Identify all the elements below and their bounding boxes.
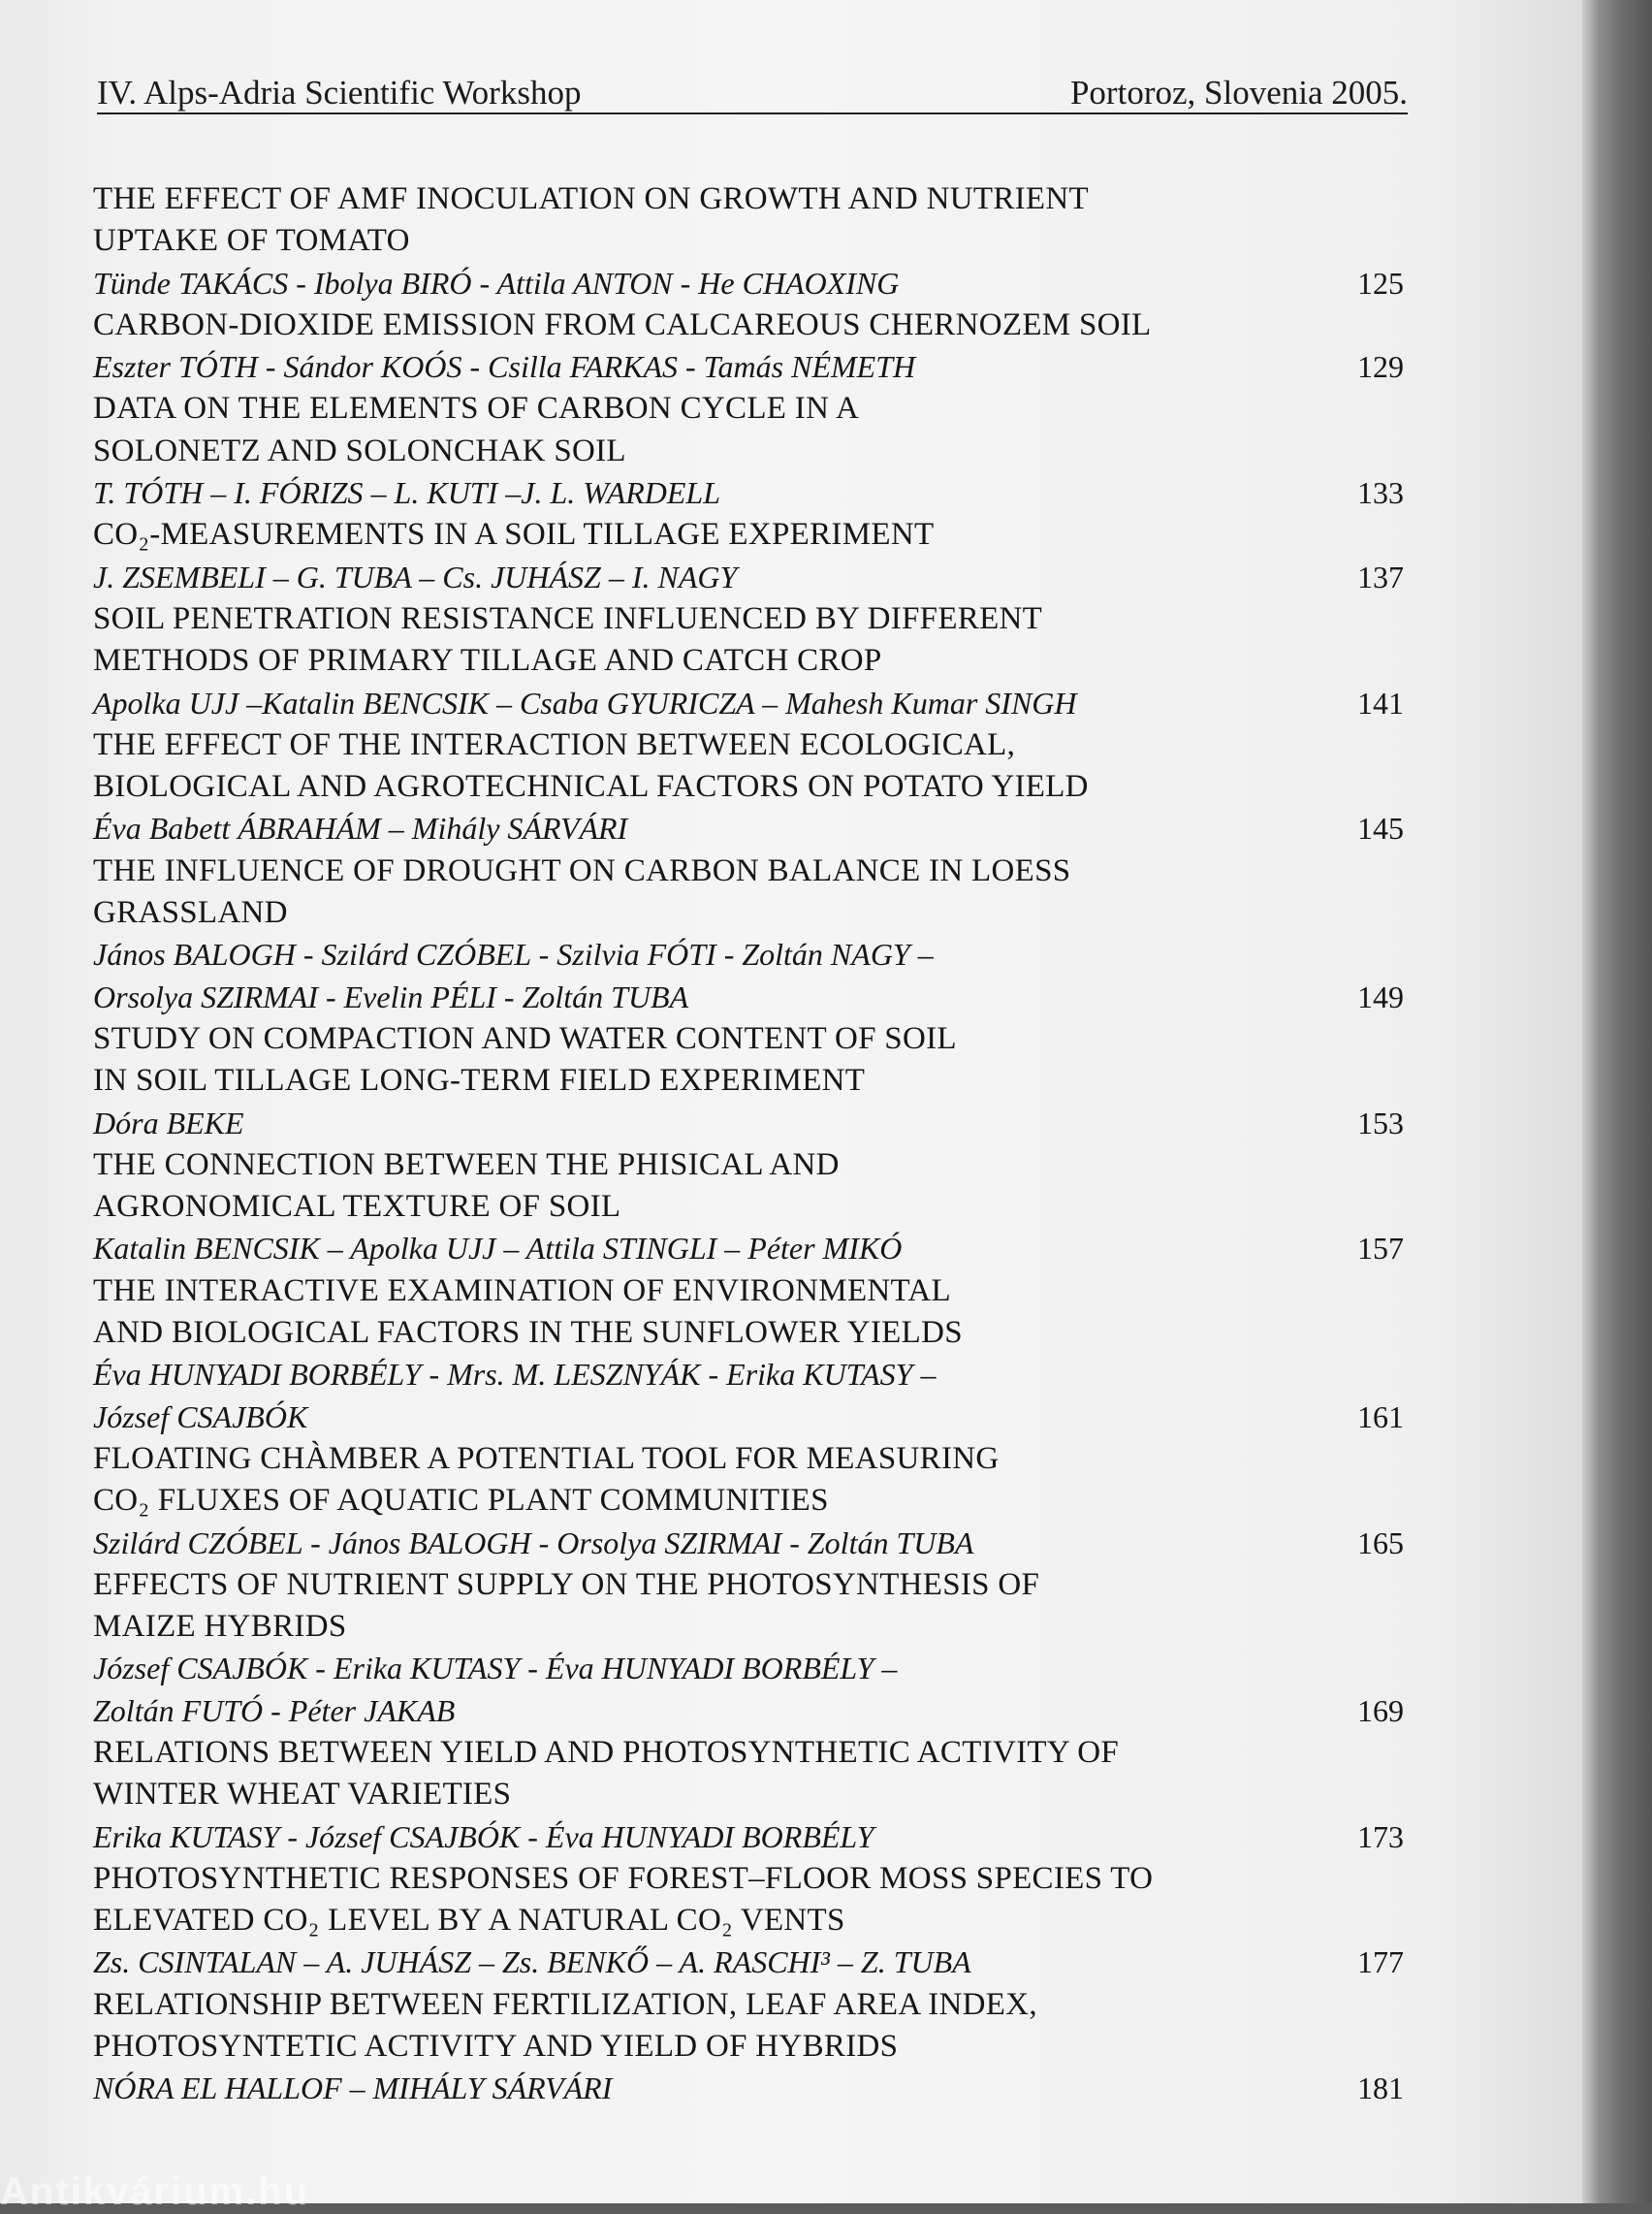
- toc-entry: [93, 178, 1404, 305]
- table-of-contents: [93, 178, 1404, 2110]
- watermark: Antikvárium.hu: [0, 2170, 310, 2213]
- entry-page-number: 173: [1357, 1818, 1404, 1854]
- entry-title: PHOTOSYNTHETIC RESPONSES OF FOREST–FLOOR MOSS SPECIES TO ELEVATED CO₂ LEVEL BY A NATURAL CO₂ VENTS: [93, 1860, 1154, 1939]
- entry-title: THE EFFECT OF AMF INOCULATION ON GROWTH AND NUTRIENT UPTAKE OF TOMATO: [93, 181, 1089, 259]
- header-workshop-title: IV. Alps-Adria Scientific Workshop: [97, 74, 582, 112]
- toc-entry: [93, 1732, 1404, 1858]
- entry-title: FLOATING CHÀMBER A POTENTIAL TOOL FOR MEASURING CO₂ FLUXES OF AQUATIC PLANT COMMUNITIES: [93, 1440, 1000, 1519]
- entry-page-number: 129: [1357, 349, 1404, 385]
- entry-page-number: 177: [1357, 1944, 1404, 1980]
- toc-entry: [93, 514, 1404, 598]
- entry-title: THE EFFECT OF THE INTERACTION BETWEEN ECOLOGICAL, BIOLOGICAL AND AGROTECHNICAL FACTORS ON POTATO YIELD: [93, 726, 1089, 805]
- entry-page-number: 161: [1357, 1398, 1404, 1434]
- entry-authors: József CSAJBÓK - Erika KUTASY - Éva HUNYADI BORBÉLY – Zoltán FUTÓ - Péter JAKAB: [93, 1651, 898, 1728]
- running-header: [97, 70, 1408, 114]
- toc-entry: [93, 1858, 1404, 1984]
- entry-authors: Erika KUTASY - József CSAJBÓK - Éva HUNYADI BORBÉLY: [93, 1818, 874, 1854]
- entry-authors: Tünde TAKÁCS - Ibolya BIRÓ - Attila ANTON - He CHAOXING: [93, 265, 900, 301]
- entry-title: THE INFLUENCE OF DROUGHT ON CARBON BALANCE IN LOESS GRASSLAND: [93, 852, 1071, 931]
- entry-authors: Éva Babett ÁBRAHÁM – Mihály SÁRVÁRI: [93, 811, 628, 847]
- toc-entry: [93, 1270, 1404, 1438]
- toc-entry: [93, 598, 1404, 724]
- entry-page-number: 149: [1357, 979, 1404, 1014]
- entry-title: RELATIONS BETWEEN YIELD AND PHOTOSYNTHETIC ACTIVITY OF WINTER WHEAT VARIETIES: [93, 1734, 1120, 1813]
- entry-page-number: 169: [1357, 1692, 1404, 1728]
- toc-entry: [93, 1018, 1404, 1144]
- entry-title: EFFECTS OF NUTRIENT SUPPLY ON THE PHOTOSYNTHESIS OF MAIZE HYBRIDS: [93, 1566, 1040, 1645]
- entry-title: STUDY ON COMPACTION AND WATER CONTENT OF SOIL IN SOIL TILLAGE LONG-TERM FIELD EXPERIMENT: [93, 1020, 957, 1099]
- toc-entry: [93, 1564, 1404, 1732]
- entry-title: SOIL PENETRATION RESISTANCE INFLUENCED BY DIFFERENT METHODS OF PRIMARY TILLAGE AND CATCH CROP: [93, 600, 1043, 679]
- toc-entry: [93, 1438, 1404, 1564]
- entry-authors: Katalin BENCSIK – Apolka UJJ – Attila STINGLI – Péter MIKÓ: [93, 1231, 903, 1267]
- entry-authors: J. ZSEMBELI – G. TUBA – Cs. JUHÁSZ – I. NAGY: [93, 559, 738, 594]
- entry-title: RELATIONSHIP BETWEEN FERTILIZATION, LEAF AREA INDEX, PHOTOSYNTETIC ACTIVITY AND YIELD OF HYBRIDS: [93, 1986, 1037, 2065]
- entry-authors: Eszter TÓTH - Sándor KOÓS - Csilla FARKAS - Tamás NÉMETH: [93, 349, 916, 385]
- page-edge-shadow: [1582, 0, 1652, 2203]
- entry-title: DATA ON THE ELEMENTS OF CARBON CYCLE IN A SOLONETZ AND SOLONCHAK SOIL: [93, 391, 860, 468]
- entry-authors: NÓRA EL HALLOF – MIHÁLY SÁRVÁRI: [93, 2070, 613, 2106]
- entry-title: THE INTERACTIVE EXAMINATION OF ENVIRONMENTAL AND BIOLOGICAL FACTORS IN THE SUNFLOWER YIELDS: [93, 1272, 963, 1351]
- entry-page-number: 133: [1357, 475, 1404, 511]
- toc-entry: [93, 388, 1404, 514]
- entry-title: THE CONNECTION BETWEEN THE PHISICAL AND AGRONOMICAL TEXTURE OF SOIL: [93, 1146, 840, 1225]
- entry-page-number: 137: [1357, 559, 1404, 594]
- entry-page-number: 165: [1357, 1524, 1404, 1560]
- entry-authors: Dóra BEKE: [93, 1105, 244, 1140]
- header-location-year: Portoroz, Slovenia 2005.: [1069, 74, 1408, 112]
- entry-page-number: 181: [1357, 2070, 1404, 2106]
- entry-authors: János BALOGH - Szilárd CZÓBEL - Szilvia FÓTI - Zoltán NAGY – Orsolya SZIRMAI - Evelin PÉLI - Zoltán TUBA: [93, 937, 934, 1014]
- entry-page-number: 141: [1357, 685, 1404, 721]
- toc-entry: [93, 724, 1404, 850]
- entry-page-number: 125: [1357, 265, 1404, 301]
- entry-page-number: 153: [1357, 1105, 1404, 1140]
- entry-authors: Zs. CSINTALAN – A. JUHÁSZ – Zs. BENKŐ – A. RASCHI³ – Z. TUBA: [93, 1944, 971, 1980]
- entry-page-number: 157: [1357, 1231, 1404, 1267]
- entry-title: CARBON-DIOXIDE EMISSION FROM CALCAREOUS CHERNOZEM SOIL: [93, 306, 1152, 342]
- toc-entry: [93, 305, 1404, 389]
- toc-entry: [93, 1144, 1404, 1270]
- entry-authors: Apolka UJJ –Katalin BENCSIK – Csaba GYURICZA – Mahesh Kumar SINGH: [93, 685, 1077, 721]
- toc-entry: [93, 1984, 1404, 2110]
- entry-page-number: 145: [1357, 811, 1404, 847]
- entry-authors: Éva HUNYADI BORBÉLY - Mrs. M. LESZNYÁK - Erika KUTASY – József CSAJBÓK: [93, 1357, 937, 1434]
- entry-authors: T. TÓTH – I. FÓRIZS – L. KUTI –J. L. WARDELL: [93, 475, 721, 511]
- toc-entry: [93, 850, 1404, 1018]
- entry-authors: Szilárd CZÓBEL - János BALOGH - Orsolya SZIRMAI - Zoltán TUBA: [93, 1524, 974, 1560]
- entry-title: CO₂-MEASUREMENTS IN A SOIL TILLAGE EXPERIMENT: [93, 517, 935, 553]
